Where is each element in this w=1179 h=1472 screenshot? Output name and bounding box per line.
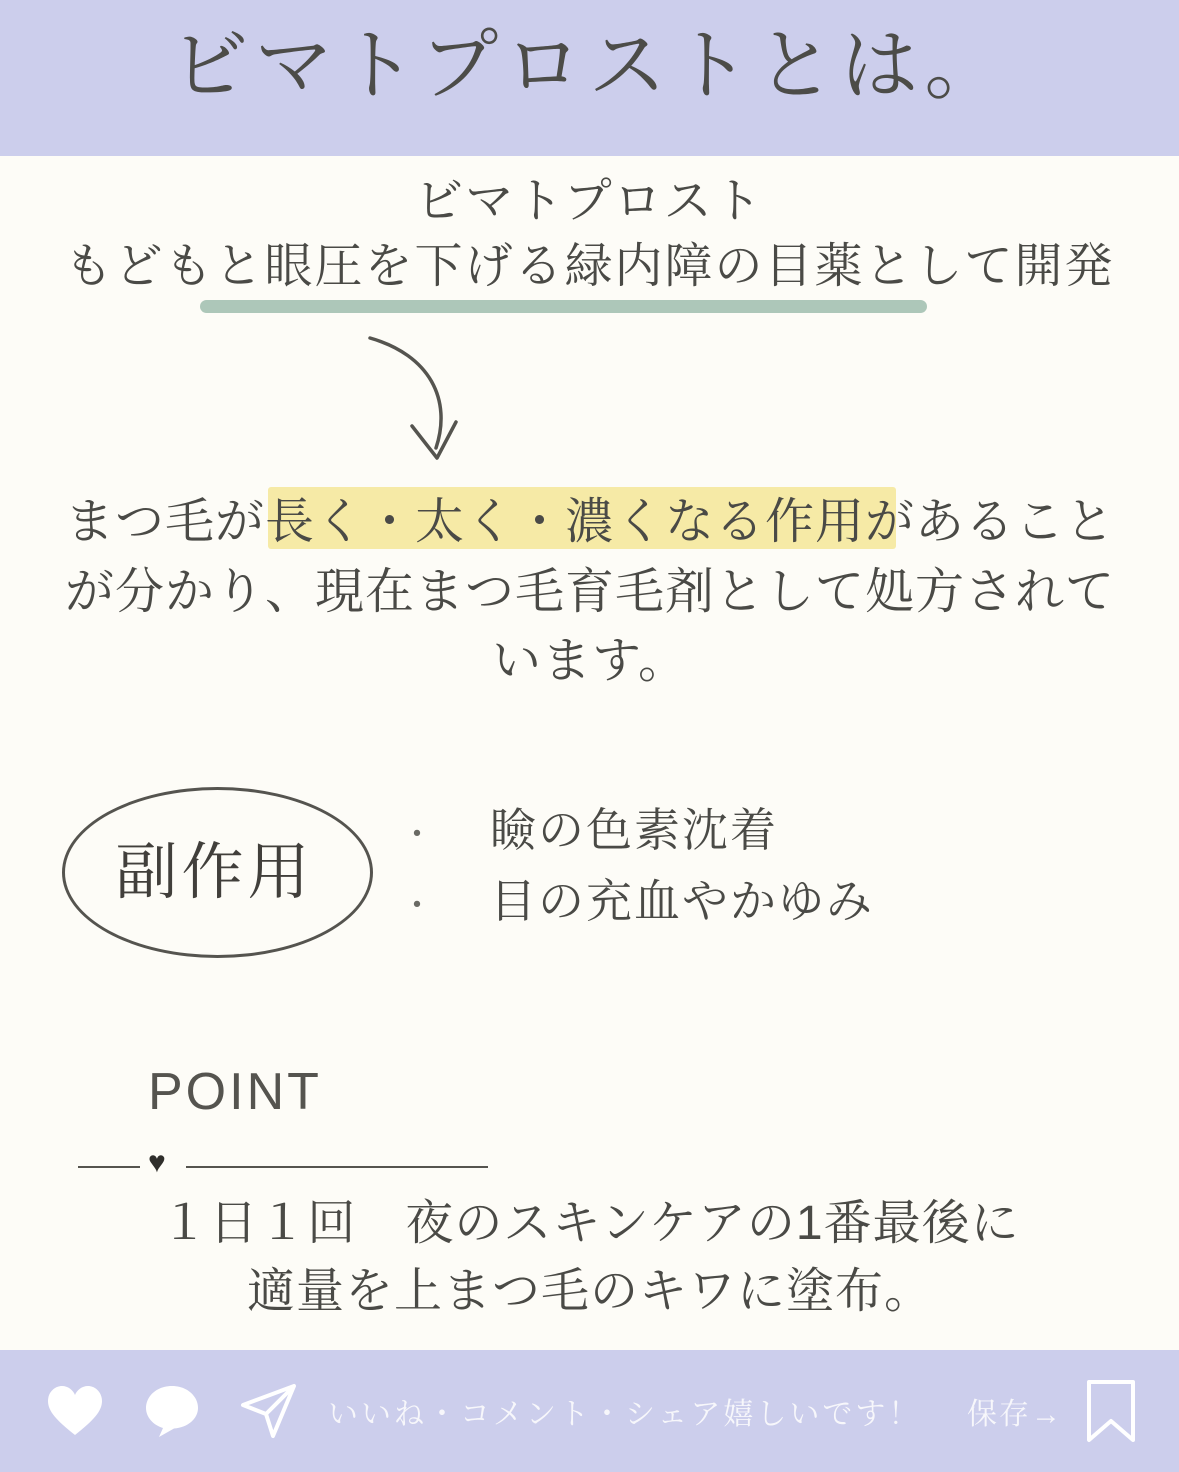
list-item-label: 目の充血やかゆみ — [490, 875, 874, 928]
side-effects-label: 副作用 — [115, 838, 314, 907]
list-item — [400, 866, 1100, 937]
point-heading: POINT — [148, 1063, 322, 1121]
point-divider — [78, 1146, 488, 1179]
heart-icon: ♥ — [148, 1146, 166, 1179]
save-label: 保存→ — [967, 1398, 1063, 1431]
share-icon[interactable] — [240, 1383, 298, 1439]
footer-save-group[interactable] — [967, 1379, 1137, 1443]
body-line-3: います。 — [491, 634, 689, 689]
bullet-dot: ・ — [400, 816, 436, 854]
body-line-2: が分かり、現在まつ毛育毛剤として処方されて — [64, 564, 1115, 619]
bookmark-icon[interactable] — [1085, 1379, 1137, 1443]
list-item-label: 瞼の色素沈着 — [490, 804, 778, 856]
green-underline-marker — [200, 300, 927, 313]
footer-icon-group — [46, 1383, 298, 1439]
intro-block — [0, 170, 1179, 300]
heart-icon[interactable] — [46, 1384, 104, 1438]
comment-icon[interactable] — [144, 1384, 200, 1438]
point-paragraph — [40, 1190, 1140, 1326]
page-title: ビマトプロストとは。 — [170, 21, 1009, 109]
footer-band — [0, 1350, 1179, 1472]
intro-line-2: もどもと眼圧を下げる緑内障の目薬として開発 — [64, 239, 1115, 293]
body-line-1: まつ毛が長く・太く・濃くなる作用があること — [64, 495, 1115, 549]
divider-line-right — [186, 1166, 488, 1168]
point-line-1: １日１回 夜のスキンケアの1番最後に — [160, 1197, 1020, 1250]
curved-down-arrow-icon — [360, 330, 490, 480]
intro-line-1: ビマトプロスト — [415, 175, 764, 228]
point-line-2: 適量を上まつ毛のキワに塗布。 — [246, 1265, 933, 1319]
footer-caption: いいね・コメント・シェア嬉しいです！ — [328, 1398, 922, 1431]
side-effects-list — [400, 795, 1100, 938]
body-paragraph — [40, 488, 1140, 697]
divider-line-left — [78, 1166, 140, 1168]
list-item — [400, 795, 1100, 866]
bullet-dot: ・ — [400, 887, 436, 926]
